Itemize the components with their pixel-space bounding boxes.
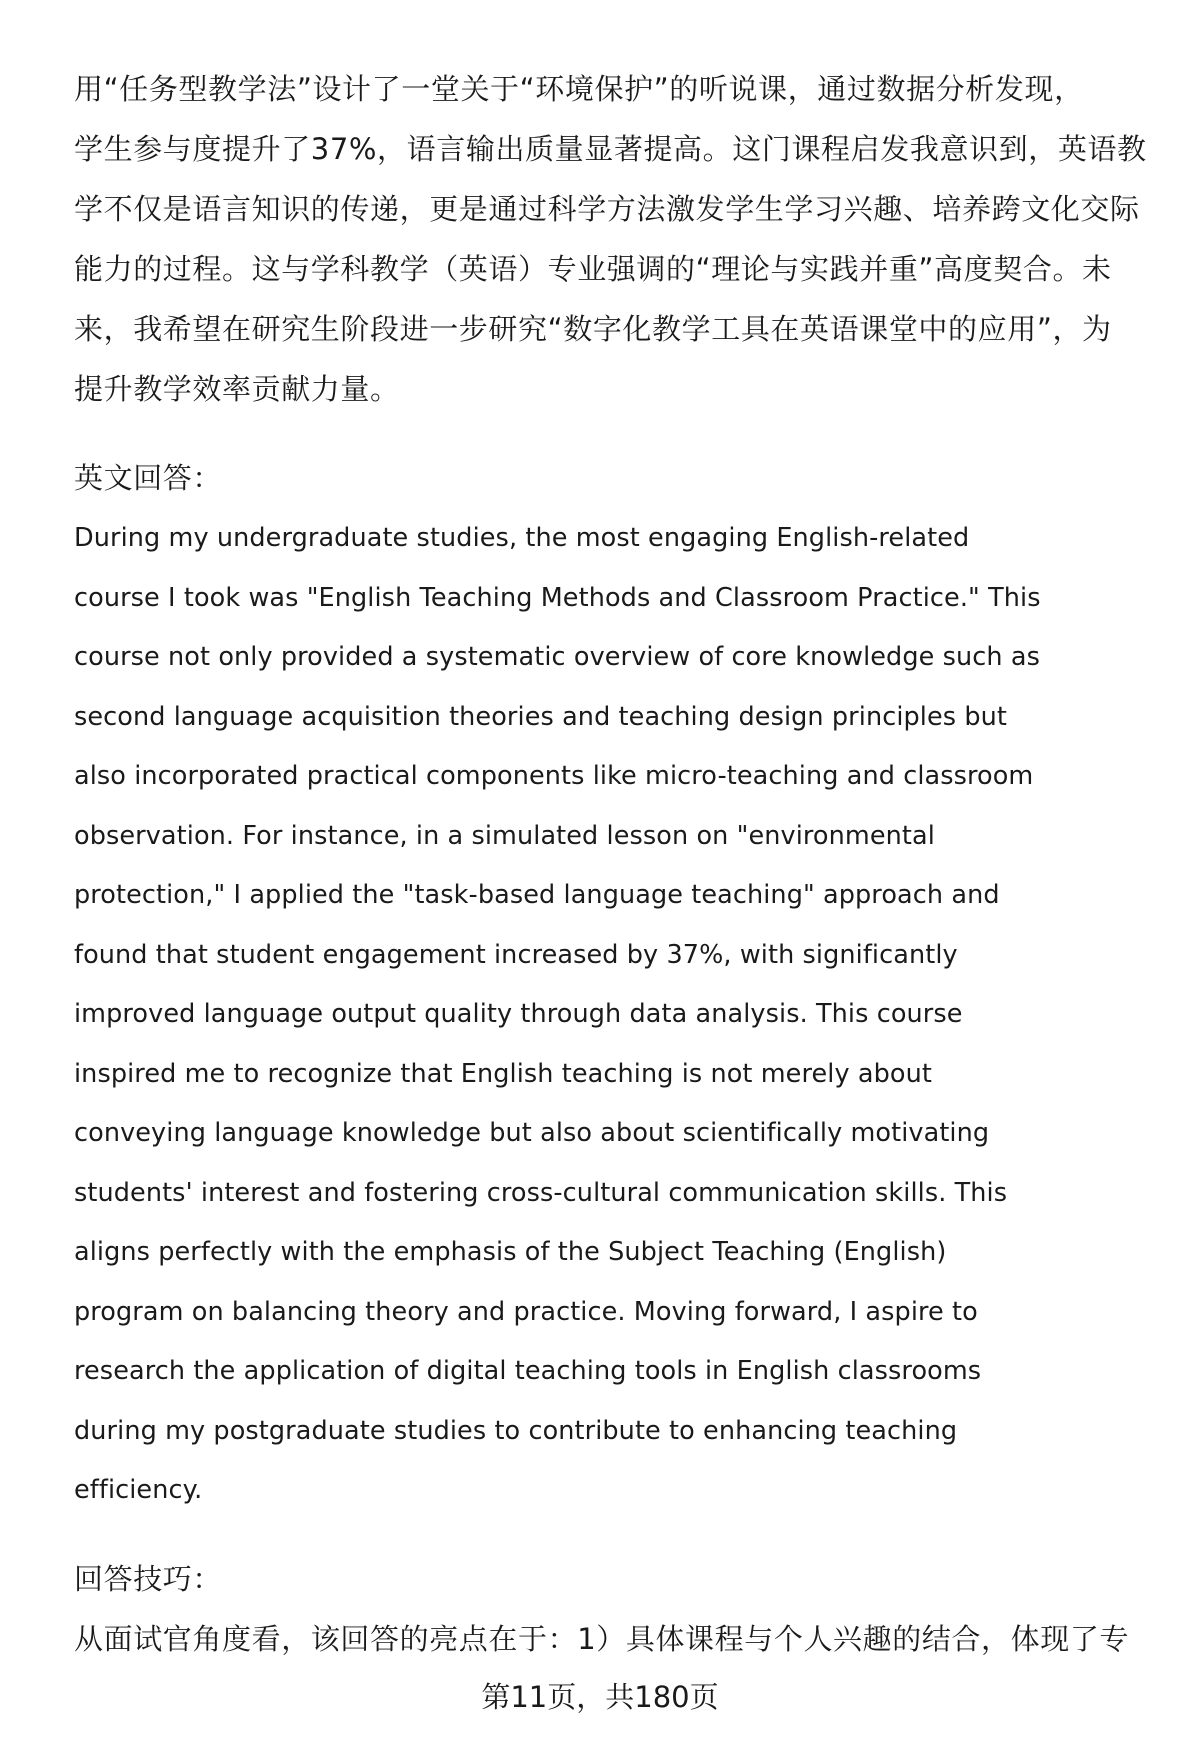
english-answer-line: course I took was "English Teaching Methods and Classroom Practice." This [74, 582, 1041, 613]
tips-text-line: 从面试官角度看，该回答的亮点在于：1）具体课程与个人兴趣的结合，体现了专 [74, 1622, 1130, 1656]
english-answer-line: aligns perfectly with the emphasis of the Subject Teaching (English) [74, 1237, 947, 1267]
english-answer-line: During my undergraduate studies, the most engaging English-related [74, 523, 970, 553]
page-number: 第11页，共180页 [481, 1680, 719, 1714]
english-answer-line: course not only provided a systematic overview of core knowledge such as [74, 642, 1040, 672]
english-answer-line: second language acquisition theories and teaching design principles but [74, 701, 1008, 732]
english-answer-line: during my postgraduate studies to contribute to enhancing teaching [74, 1415, 958, 1446]
english-answer-line: also incorporated practical components like micro-teaching and classroom [74, 761, 1034, 791]
english-answer-line: program on balancing theory and practice. Moving forward, I aspire to [74, 1296, 978, 1327]
section-label-answer-tips: 回答技巧： [74, 1562, 223, 1596]
english-answer-line: protection," I applied the "task-based language teaching" approach and [74, 880, 1000, 910]
english-answer-line: efficiency. [74, 1475, 203, 1505]
chinese-answer-line: 来，我希望在研究生阶段进一步研究“数字化教学工具在英语课堂中的应用”，为 [74, 312, 1112, 346]
chinese-answer-line: 提升教学效率贡献力量。 [74, 372, 400, 406]
section-label-english-answer: 英文回答： [74, 461, 223, 495]
english-answer-line: found that student engagement increased by 37%, with significantly [74, 939, 958, 970]
english-answer-line: improved language output quality through data analysis. This course [74, 999, 963, 1029]
chinese-answer-line: 学生参与度提升了37%，语言输出质量显著提高。这门课程启发我意识到，英语教 [74, 132, 1147, 166]
english-answer-line: students' interest and fostering cross-cultural communication skills. This [74, 1177, 1008, 1208]
english-answer-line: research the application of digital teaching tools in English classrooms [74, 1356, 982, 1386]
chinese-answer-line: 能力的过程。这与学科教学（英语）专业强调的“理论与实践并重”高度契合。未 [74, 252, 1112, 286]
english-answer-line: observation. For instance, in a simulated lesson on "environmental [74, 820, 935, 851]
english-answer-line: conveying language knowledge but also about scientifically motivating [74, 1118, 990, 1148]
english-answer-line: inspired me to recognize that English teaching is not merely about [74, 1058, 932, 1089]
chinese-answer-line: 用“任务型教学法”设计了一堂关于“环境保护”的听说课，通过数据分析发现， [74, 72, 1084, 106]
chinese-answer-line: 学不仅是语言知识的传递，更是通过科学方法激发学生学习兴趣、培养跨文化交际 [74, 192, 1140, 226]
